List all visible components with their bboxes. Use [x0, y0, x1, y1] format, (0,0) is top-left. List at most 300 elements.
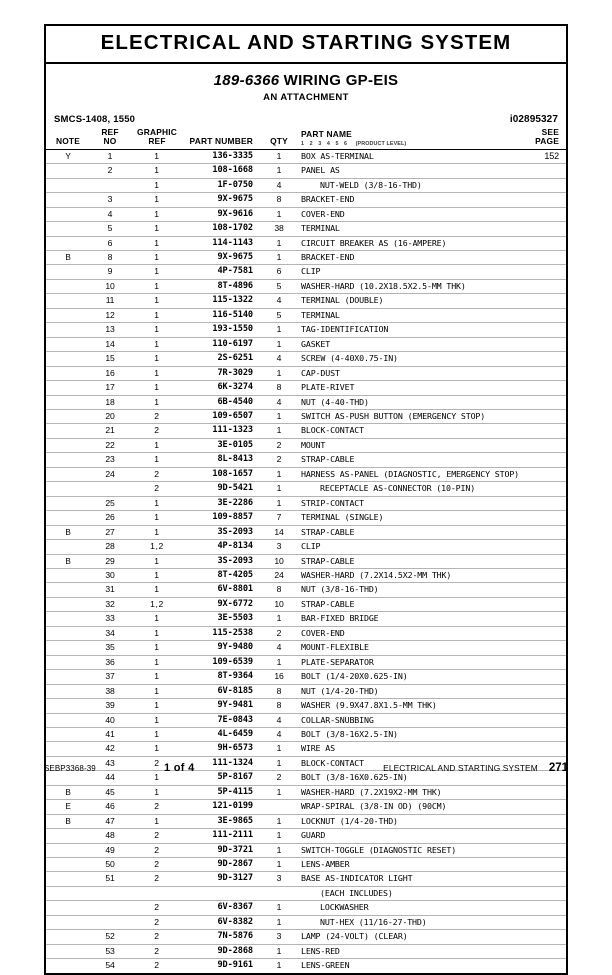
row-ref-no: 38: [90, 684, 130, 698]
row-ref-no: 25: [90, 496, 130, 510]
row-graphic-ref: 2: [130, 467, 184, 481]
table-row: [46, 467, 566, 481]
row-ref-no: [90, 915, 130, 929]
row-qty: 4: [262, 727, 296, 741]
row-graphic-ref: 1: [130, 178, 184, 192]
parts-table-header: [46, 128, 566, 149]
row-note: [46, 901, 90, 915]
row-part-number: 9D-3721: [184, 843, 262, 857]
row-qty: 1: [262, 236, 296, 250]
table-row: [46, 597, 566, 611]
row-ref-no: [90, 886, 130, 900]
part-name-text: LAMP (24-VOLT) (CLEAR): [301, 931, 408, 942]
row-qty: 5: [262, 308, 296, 322]
row-part-number: 108-1668: [184, 164, 262, 178]
row-note: B: [46, 554, 90, 568]
part-name-text: RECEPTACLE AS-CONNECTOR (10-PIN): [320, 483, 476, 494]
row-ref-no: 39: [90, 699, 130, 713]
table-row: [46, 800, 566, 814]
row-ref-no: 24: [90, 467, 130, 481]
part-name-text: PLATE-SEPARATOR: [301, 656, 374, 667]
row-part-number: 9X-9616: [184, 207, 262, 221]
row-ref-no: 42: [90, 742, 130, 756]
group-heading: [46, 73, 566, 90]
row-graphic-ref: 2: [154, 960, 160, 971]
part-name-text: NUT (4-40-THD): [301, 396, 369, 407]
row-qty: 10: [262, 554, 296, 568]
row-qty: 1: [262, 756, 296, 770]
part-name-text: CLIP: [301, 541, 321, 552]
row-part-name: [296, 251, 526, 265]
row-part-number: 9D-3127: [184, 872, 262, 886]
row-note: [46, 453, 90, 467]
row-qty: 1: [262, 149, 296, 163]
row-part-number: 3E-5503: [184, 612, 262, 626]
row-part-number: 2S-6251: [184, 352, 262, 366]
part-name-text: MOUNT-FLEXIBLE: [301, 642, 369, 653]
row-part-name: [296, 713, 526, 727]
row-see-page: [526, 930, 566, 944]
row-part-number: 121-0199: [184, 800, 262, 814]
row-note: E: [46, 800, 90, 814]
row-part-name: [296, 352, 526, 366]
footer-right: [383, 762, 568, 774]
row-note: [46, 742, 90, 756]
row-part-name: [296, 164, 526, 178]
row-see-page: [526, 482, 566, 496]
row-ref-no: 5: [90, 222, 130, 236]
row-qty: [262, 800, 296, 814]
row-qty: 2: [262, 771, 296, 785]
table-row: [46, 785, 566, 799]
row-graphic-ref: 1: [130, 727, 184, 741]
row-qty: 5: [262, 279, 296, 293]
row-see-page: [526, 265, 566, 279]
table-row: [46, 814, 566, 828]
part-name-text: BAR-FIXED BRIDGE: [301, 613, 379, 624]
row-note: [46, 930, 90, 944]
row-part-number: 1F-0750: [184, 178, 262, 192]
table-row: [46, 366, 566, 380]
row-ref-no: 12: [90, 308, 130, 322]
row-graphic-ref: 1: [130, 655, 184, 669]
row-qty: 1: [262, 337, 296, 351]
part-name-text: BOLT (3/8-16X2.5-IN): [301, 728, 398, 739]
row-qty: 1: [262, 901, 296, 915]
row-qty: 1: [262, 467, 296, 481]
product-level-number: 6: [344, 140, 348, 147]
attachment-label: AN ATTACHMENT: [263, 92, 349, 104]
row-note: [46, 915, 90, 929]
row-part-name: [296, 438, 526, 452]
row-part-name: [296, 959, 526, 973]
row-graphic-ref: 2: [130, 756, 184, 770]
table-row: [46, 164, 566, 178]
row-see-page: [526, 829, 566, 843]
row-ref-no: 11: [90, 294, 130, 308]
row-note: [46, 944, 90, 958]
row-part-name: [296, 482, 526, 496]
row-ref-no: 14: [90, 337, 130, 351]
part-name-text: GASKET: [301, 338, 331, 349]
row-ref-no: 54: [105, 960, 115, 971]
title-band: [46, 26, 566, 64]
table-row: [46, 308, 566, 322]
row-ref-no: 21: [90, 424, 130, 438]
row-part-number: 4P-7581: [184, 265, 262, 279]
row-see-page: [526, 872, 566, 886]
part-name-text: (EACH INCLUDES): [320, 887, 393, 898]
row-qty: 4: [262, 294, 296, 308]
row-part-name: [296, 424, 526, 438]
table-row: [46, 540, 566, 554]
row-part-number: 4L-6459: [184, 727, 262, 741]
row-graphic-ref: 1: [130, 236, 184, 250]
col-header-qty: [262, 128, 296, 149]
row-see-page: [526, 727, 566, 741]
row-ref-no: 50: [90, 858, 130, 872]
table-row: [46, 352, 566, 366]
row-ref-no: 30: [90, 568, 130, 582]
part-name-text: BLOCK-CONTACT: [301, 757, 364, 768]
table-row: [46, 886, 566, 900]
row-part-name: [296, 207, 526, 221]
row-part-number: 116-5140: [184, 308, 262, 322]
row-ref-no: 43: [90, 756, 130, 770]
part-name-text: NUT-WELD (3/8-16-THD): [320, 179, 422, 190]
row-part-name: [296, 626, 526, 640]
row-part-name: [296, 381, 526, 395]
row-note: [46, 178, 90, 192]
row-qty: 3: [262, 872, 296, 886]
row-see-page: [526, 193, 566, 207]
row-ref-no: 10: [90, 279, 130, 293]
row-part-name: [296, 323, 526, 337]
row-graphic-ref: 2: [130, 872, 184, 886]
row-ref-no: 8: [90, 251, 130, 265]
row-graphic-ref: 2: [130, 843, 184, 857]
row-ref-no: 1: [90, 149, 130, 163]
row-ref-no: 9: [90, 265, 130, 279]
row-ref-no: 48: [90, 829, 130, 843]
row-see-page: [526, 525, 566, 539]
row-see-page: [526, 511, 566, 525]
table-row: [46, 959, 566, 973]
row-qty: 4: [262, 178, 296, 192]
col-header-part-number: [184, 128, 262, 149]
row-note: [46, 959, 90, 973]
part-name-text: PANEL AS: [301, 165, 340, 176]
part-name-text: TERMINAL (DOUBLE): [301, 295, 384, 306]
row-qty: 1: [262, 785, 296, 799]
row-see-page: [526, 409, 566, 423]
row-part-name: [296, 308, 526, 322]
row-ref-no: 35: [90, 641, 130, 655]
row-see-page: [526, 858, 566, 872]
row-part-name: [296, 222, 526, 236]
row-part-number: [184, 886, 262, 900]
row-graphic-ref: 1: [130, 294, 184, 308]
row-part-name: [296, 236, 526, 250]
row-qty: 38: [262, 222, 296, 236]
row-see-page: [526, 800, 566, 814]
row-note: [46, 886, 90, 900]
row-graphic-ref: 1: [130, 525, 184, 539]
part-name-text: WASHER-HARD (10.2X18.5X2.5-MM THK): [301, 280, 466, 291]
row-see-page: [526, 886, 566, 900]
row-ref-no: 37: [90, 670, 130, 684]
row-note: B: [46, 785, 90, 799]
group-name: WIRING GP-EIS: [283, 71, 399, 89]
part-name-text: SWITCH AS-PUSH BUTTON (EMERGENCY STOP): [301, 410, 486, 421]
row-ref-no: [90, 901, 130, 915]
part-name-text: TAG-IDENTIFICATION: [301, 324, 389, 335]
row-note: [46, 366, 90, 380]
row-qty: 1: [262, 251, 296, 265]
row-note: [46, 236, 90, 250]
row-graphic-ref: 1: [130, 785, 184, 799]
row-ref-no: 33: [90, 612, 130, 626]
part-name-text: COLLAR-SNUBBING: [301, 714, 374, 725]
row-see-page: [526, 279, 566, 293]
table-row: [46, 742, 566, 756]
row-part-name: [296, 467, 526, 481]
row-graphic-ref: 2: [130, 930, 184, 944]
row-qty: 1: [262, 944, 296, 958]
part-name-text: WASHER-HARD (7.2X19X2-MM THK): [301, 786, 442, 797]
table-row: [46, 482, 566, 496]
row-qty: 1: [262, 323, 296, 337]
row-ref-no: 49: [90, 843, 130, 857]
row-note: [46, 395, 90, 409]
part-name-text: STRAP-CABLE: [301, 555, 355, 566]
row-ref-no: 32: [90, 597, 130, 611]
row-part-number: 6V-8185: [184, 684, 262, 698]
row-note: Y: [46, 149, 90, 163]
part-name-text: PLATE-RIVET: [301, 382, 355, 393]
row-graphic-ref: 1: [130, 222, 184, 236]
row-part-number: 136-3335: [184, 149, 262, 163]
footer-page-of: 1 of 4: [164, 762, 195, 774]
part-name-text: GUARD: [301, 830, 326, 841]
row-part-name: [296, 930, 526, 944]
row-part-name: [296, 178, 526, 192]
footer-system-name: ELECTRICAL AND STARTING SYSTEM: [383, 763, 538, 773]
table-row: [46, 496, 566, 510]
table-row: [46, 511, 566, 525]
row-see-page: [526, 424, 566, 438]
row-part-number: 111-1324: [184, 756, 262, 770]
part-name-text: CAP-DUST: [301, 367, 340, 378]
row-part-name: [296, 915, 526, 929]
row-graphic-ref: 1: [130, 496, 184, 510]
col-header-graphic-ref: [130, 128, 184, 149]
row-graphic-ref: 1: [130, 612, 184, 626]
row-graphic-ref: 1: [130, 207, 184, 221]
row-note: [46, 670, 90, 684]
table-row: [46, 323, 566, 337]
col-header-see-page: [526, 128, 566, 149]
row-graphic-ref: 1: [130, 265, 184, 279]
table-row: [46, 178, 566, 192]
product-level-number: 4: [326, 140, 330, 147]
row-see-page: [526, 684, 566, 698]
row-part-number: 7R-3029: [184, 366, 262, 380]
row-part-number: 3E-0105: [184, 438, 262, 452]
row-ref-no: 15: [90, 352, 130, 366]
part-name-text: SWITCH-TOGGLE (DIAGNOSTIC RESET): [301, 844, 457, 855]
row-ref-no: 41: [90, 727, 130, 741]
row-note: [46, 467, 90, 481]
row-see-page: [526, 612, 566, 626]
table-row: [46, 713, 566, 727]
table-row: [46, 395, 566, 409]
part-name-text: NUT (1/4-20-THD): [301, 685, 379, 696]
row-see-page: [526, 352, 566, 366]
row-graphic-ref: 2: [130, 915, 184, 929]
row-qty: 4: [262, 395, 296, 409]
row-see-page: [526, 496, 566, 510]
row-part-name: [296, 727, 526, 741]
col-header-ref-line2: NO: [103, 136, 117, 147]
row-note: [46, 583, 90, 597]
row-note: B: [46, 251, 90, 265]
footer-page-number: 271: [548, 762, 568, 774]
row-note: [46, 294, 90, 308]
row-ref-no: 47: [90, 814, 130, 828]
col-header-part-name-label: PART NAME: [301, 129, 352, 140]
row-ref-no: 17: [90, 381, 130, 395]
row-qty: 3: [262, 930, 296, 944]
row-ref-no: 46: [90, 800, 130, 814]
row-see-page: [526, 568, 566, 582]
table-row: [46, 294, 566, 308]
table-row: [46, 193, 566, 207]
row-see-page: [526, 308, 566, 322]
row-qty: 1: [262, 164, 296, 178]
row-part-name: [296, 742, 526, 756]
row-see-page: [526, 366, 566, 380]
part-name-text: NUT-HEX (11/16-27-THD): [320, 916, 427, 927]
row-part-number: 7N-5876: [184, 930, 262, 944]
row-part-name: [296, 193, 526, 207]
row-part-name: [296, 395, 526, 409]
part-name-text: LOCKWASHER: [320, 902, 369, 913]
row-qty: 8: [262, 583, 296, 597]
row-note: [46, 352, 90, 366]
row-note: [46, 727, 90, 741]
row-part-name: [296, 597, 526, 611]
row-note: [46, 381, 90, 395]
row-part-name: [296, 568, 526, 582]
row-graphic-ref: 1: [130, 352, 184, 366]
row-part-number: 9X-9675: [184, 251, 262, 265]
row-see-page: [526, 236, 566, 250]
table-row: [46, 525, 566, 539]
row-ref-no: 36: [90, 655, 130, 669]
row-ref-no: 34: [90, 626, 130, 640]
row-see-page: [526, 670, 566, 684]
row-ref-no: [90, 482, 130, 496]
subtitle-band: [46, 64, 566, 106]
row-qty: 1: [262, 496, 296, 510]
row-see-page: [526, 251, 566, 265]
table-row: [46, 858, 566, 872]
row-qty: 1: [262, 424, 296, 438]
row-graphic-ref: 1: [130, 438, 184, 452]
table-row: [46, 655, 566, 669]
row-part-number: 9D-9161: [217, 960, 253, 971]
row-part-name: [296, 511, 526, 525]
row-part-name: [296, 944, 526, 958]
row-graphic-ref: 1: [130, 713, 184, 727]
row-graphic-ref: 1: [130, 337, 184, 351]
col-header-ref-line1: REF: [101, 127, 119, 138]
row-qty: 8: [262, 381, 296, 395]
row-ref-no: 53: [90, 944, 130, 958]
row-part-name: [296, 496, 526, 510]
row-part-number: 114-1143: [184, 236, 262, 250]
row-graphic-ref: [130, 886, 184, 900]
row-note: [46, 843, 90, 857]
row-part-number: 5P-8167: [184, 771, 262, 785]
table-row: [46, 149, 566, 163]
row-graphic-ref: 1: [130, 568, 184, 582]
row-graphic-ref: 2: [130, 409, 184, 423]
row-qty: 16: [262, 670, 296, 684]
row-note: [46, 409, 90, 423]
row-qty: 8: [262, 684, 296, 698]
row-part-name: [296, 612, 526, 626]
row-qty: 1: [262, 612, 296, 626]
table-row: [46, 453, 566, 467]
product-level-number: 5: [335, 140, 339, 147]
row-part-number: 6V-8367: [184, 901, 262, 915]
col-header-qty-label: QTY: [270, 136, 288, 147]
row-note: [46, 222, 90, 236]
table-row: [46, 901, 566, 915]
row-part-number: 9Y-9481: [184, 699, 262, 713]
part-name-text: BRACKET-END: [301, 194, 355, 205]
row-qty: 1: [262, 814, 296, 828]
part-name-text: NUT (3/8-16-THD): [301, 584, 379, 595]
row-see-page: [526, 843, 566, 857]
row-ref-no: 4: [90, 207, 130, 221]
table-row: [46, 279, 566, 293]
row-see-page: [526, 583, 566, 597]
part-name-text: CLIP: [301, 266, 321, 277]
row-graphic-ref: 1: [130, 308, 184, 322]
row-note: [46, 207, 90, 221]
row-part-name: [296, 525, 526, 539]
row-part-name: [296, 540, 526, 554]
row-graphic-ref: 2: [130, 858, 184, 872]
row-graphic-ref: 1: [130, 699, 184, 713]
row-graphic-ref: 1: [130, 381, 184, 395]
row-part-name: [296, 149, 526, 163]
row-note: [46, 626, 90, 640]
row-see-page: [526, 438, 566, 452]
row-part-name: [296, 843, 526, 857]
row-qty: 24: [262, 568, 296, 582]
row-part-name: [296, 655, 526, 669]
col-header-gref-line1: GRAPHIC: [136, 127, 178, 138]
row-see-page: [526, 626, 566, 640]
row-note: [46, 713, 90, 727]
row-note: [46, 597, 90, 611]
row-see-page: [526, 222, 566, 236]
table-row: [46, 409, 566, 423]
